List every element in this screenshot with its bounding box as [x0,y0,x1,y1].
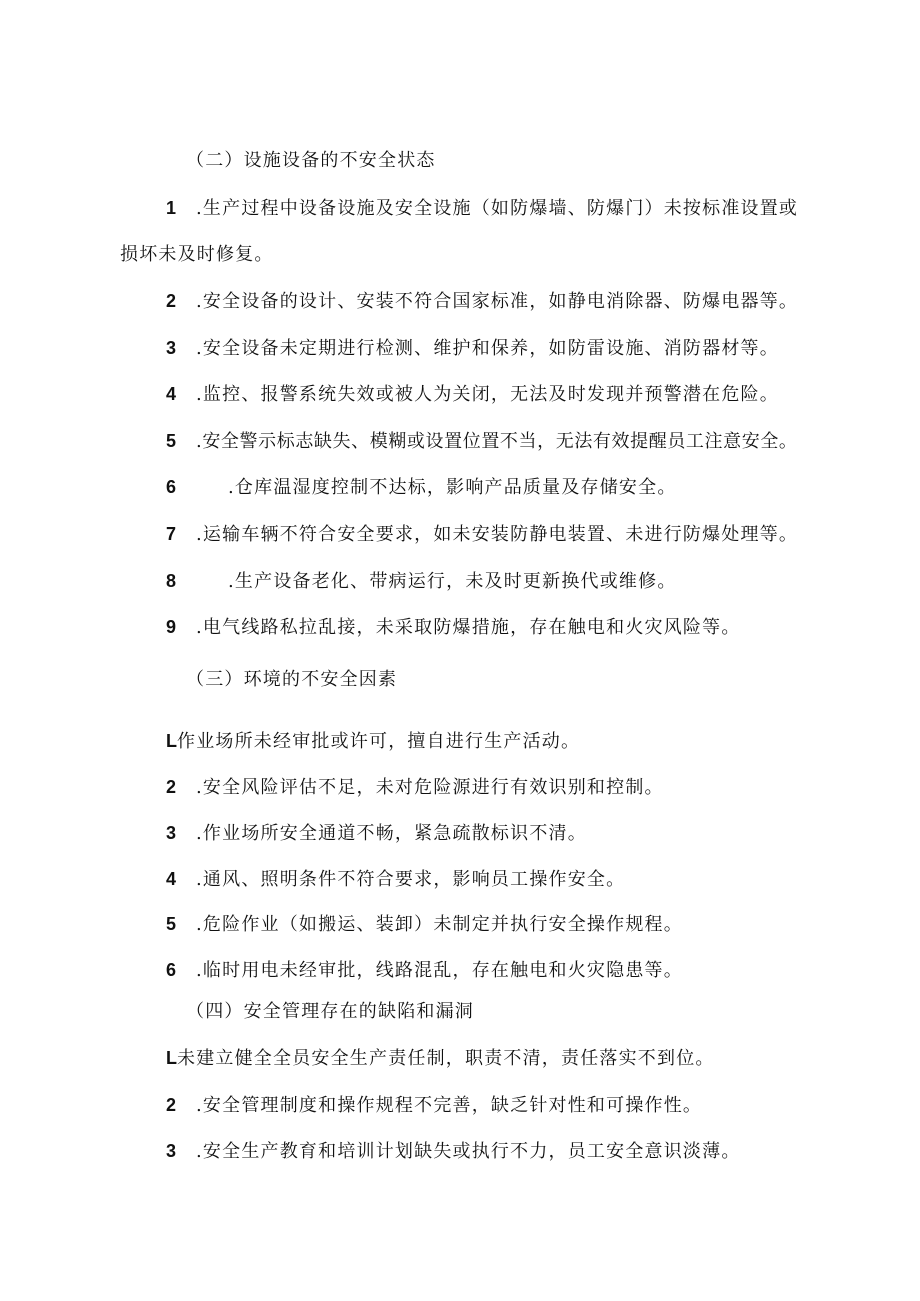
item-number: 6 [166,960,177,980]
list-item [166,912,683,937]
item-text: .安全设备的设计、安装不符合国家标准，如静电消除器、防爆电器等。 [196,291,799,312]
list-item [166,289,798,314]
list-item [166,729,580,754]
item-text: .生产过程中设备设施及安全设施（如防爆墙、防爆门）未按标准设置或 [196,198,799,219]
item-number: L [166,1048,177,1068]
list-item [166,429,798,454]
section-heading-4: （四）安全管理存在的缺陷和漏洞 [186,1001,474,1022]
item-number: 3 [166,338,177,358]
item-number: 5 [166,431,177,451]
item-text: .运输车辆不符合安全要求，如未安装防静电装置、未进行防爆处理等。 [196,524,799,545]
list-item [166,615,741,640]
list-item [166,867,625,892]
item-number: 9 [166,617,177,637]
list-item [166,775,664,800]
list-item-continuation: 损坏未及时修复。 [120,244,274,265]
item-text: .安全管理制度和操作规程不完善，缺乏针对性和可操作性。 [196,1095,703,1116]
item-number: 1 [166,198,177,218]
item-text: .监控、报警系统失效或被人为关闭，无法及时发现并预警潜在危险。 [196,384,779,405]
item-number: 2 [166,291,177,311]
item-text: .安全设备未定期进行检测、维护和保养，如防雷设施、消防器材等。 [196,338,779,359]
list-item [166,821,587,846]
list-item [166,196,798,221]
list-item [166,1139,741,1164]
item-text: .安全警示标志缺失、模糊或设置位置不当，无法有效提醒员工注意安全。 [196,431,798,452]
list-item [166,382,779,407]
item-number: 2 [166,1095,177,1115]
list-item [166,336,779,361]
item-number: 2 [166,777,177,797]
section-heading-2: （二）设施设备的不安全状态 [186,150,436,171]
item-text: .安全风险评估不足，未对危险源进行有效识别和控制。 [196,777,664,798]
item-text: .通风、照明条件不符合要求，影响员工操作安全。 [196,869,626,890]
item-text: .作业场所安全通道不畅，紧急疏散标识不清。 [196,823,587,844]
item-number: 5 [166,914,177,934]
section-heading-3: （三）环境的不安全因素 [186,669,398,690]
item-number: 8 [166,571,177,591]
item-number: 3 [166,823,177,843]
item-text: .安全生产教育和培训计划缺失或执行不力，员工安全意识淡薄。 [196,1141,741,1162]
item-number: 4 [166,869,177,889]
list-item [166,1046,715,1071]
item-number: 6 [166,477,177,497]
item-text: .危险作业（如搬运、装卸）未制定并执行安全操作规程。 [196,914,683,935]
list-item [166,522,798,547]
item-text: .电气线路私拉乱接，未采取防爆措施，存在触电和火灾风险等。 [196,617,741,638]
item-text: .生产设备老化、带病运行，未及时更新换代或维修。 [228,571,677,592]
list-item [166,958,683,983]
list-item [166,569,677,594]
item-text: .仓库温湿度控制不达标，影响产品质量及存储安全。 [228,477,677,498]
item-number: 7 [166,524,177,544]
item-text: 未建立健全全员安全生产责任制，职责不清，责任落实不到位。 [177,1048,715,1069]
item-number: L [166,731,177,751]
list-item [166,1093,702,1118]
item-number: 3 [166,1141,177,1161]
item-number: 4 [166,384,177,404]
item-text: 作业场所未经审批或许可，擅自进行生产活动。 [177,731,581,752]
item-text: .临时用电未经审批，线路混乱，存在触电和火灾隐患等。 [196,960,683,981]
list-item [166,475,677,500]
